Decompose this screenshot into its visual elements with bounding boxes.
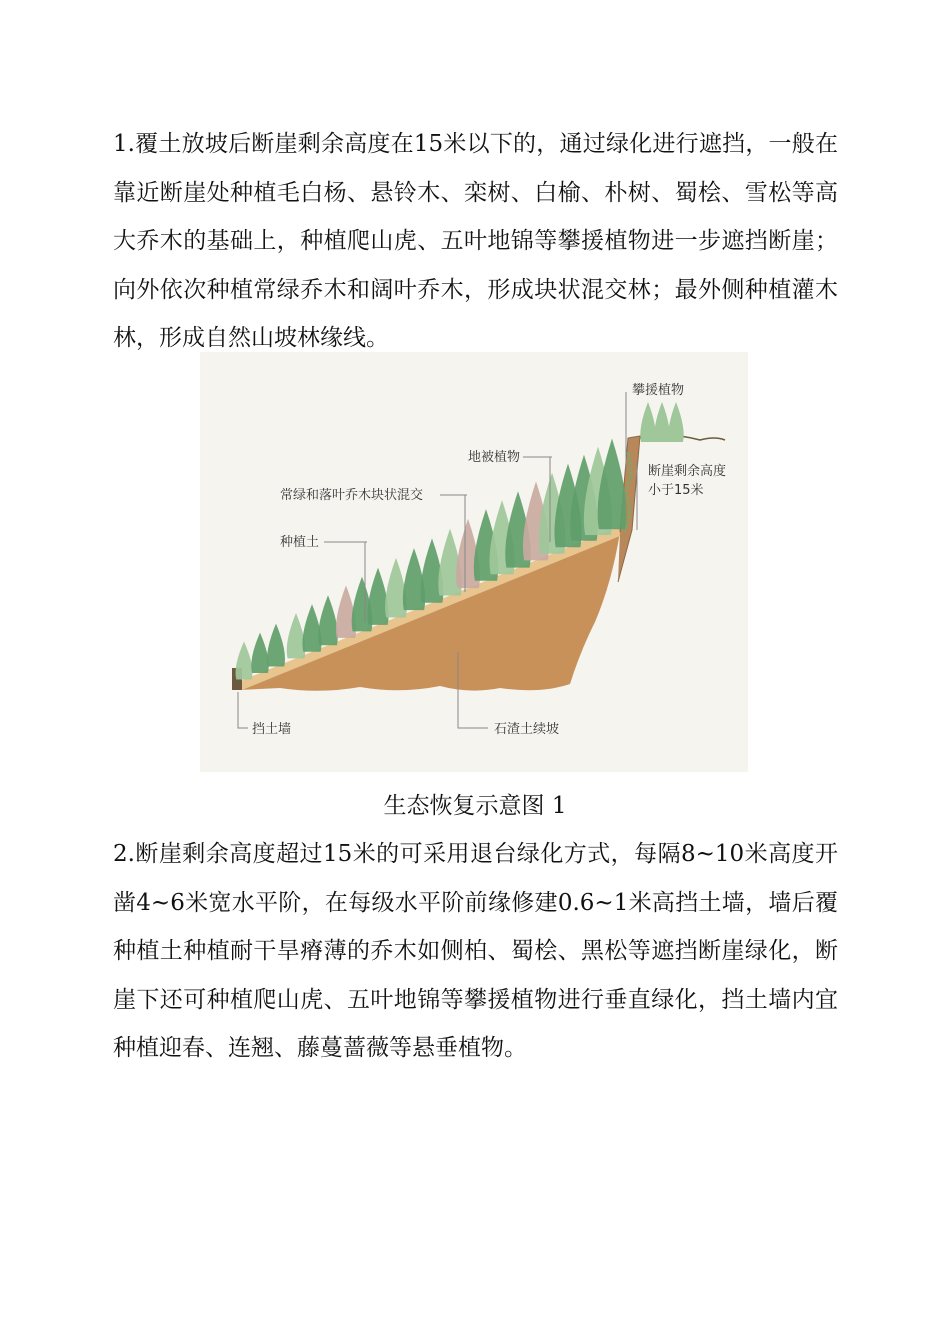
paragraph-2: 2.断崖剩余高度超过15米的可采用退台绿化方式，每隔8~10米高度开凿4~6米宽水平阶，在每级水平阶前缘修建0.6~1米高挡土墙，墙后覆种植土种植耐干旱瘠薄的乔木如侧柏、蜀桧、黑松等遮挡断崖绿化，断崖下还可种植爬山虎、五叶地锦等攀援植物进行垂直绿化，挡土墙内宜种植迎春、连翘、藤蔓蔷薇等悬垂植物。 (113, 841, 838, 1061)
label-ground-cover: 地被植物 (468, 450, 521, 465)
label-planting-soil: 种植土 (280, 535, 320, 550)
label-cliff-height-1: 断崖剩余高度 (648, 464, 727, 479)
label-climbing-plants: 攀援植物 (632, 383, 685, 398)
label-mixed-forest: 常绿和落叶乔木块状混交 (280, 488, 424, 503)
figure-caption: 生态恢复示意图 1 (383, 793, 567, 819)
label-cliff-height-2: 小于15米 (648, 483, 704, 498)
paragraph-1: 1.覆土放坡后断崖剩余高度在15米以下的，通过绿化进行遮挡，一般在靠近断崖处种植毛白杨、悬铃木、栾树、白榆、朴树、蜀桧、雪松等高大乔木的基础上，种植爬山虎、五叶地锦等攀援植物进一步遮挡断崖；向外依次种植常绿乔木和阔叶乔木，形成块状混交林；最外侧种植灌木林，形成自然山坡林缘线。 (113, 131, 838, 351)
label-retaining-wall: 挡土墙 (252, 722, 292, 737)
ecological-restoration-diagram (200, 352, 748, 772)
label-rubble-slope: 石渣土续坡 (494, 722, 560, 737)
